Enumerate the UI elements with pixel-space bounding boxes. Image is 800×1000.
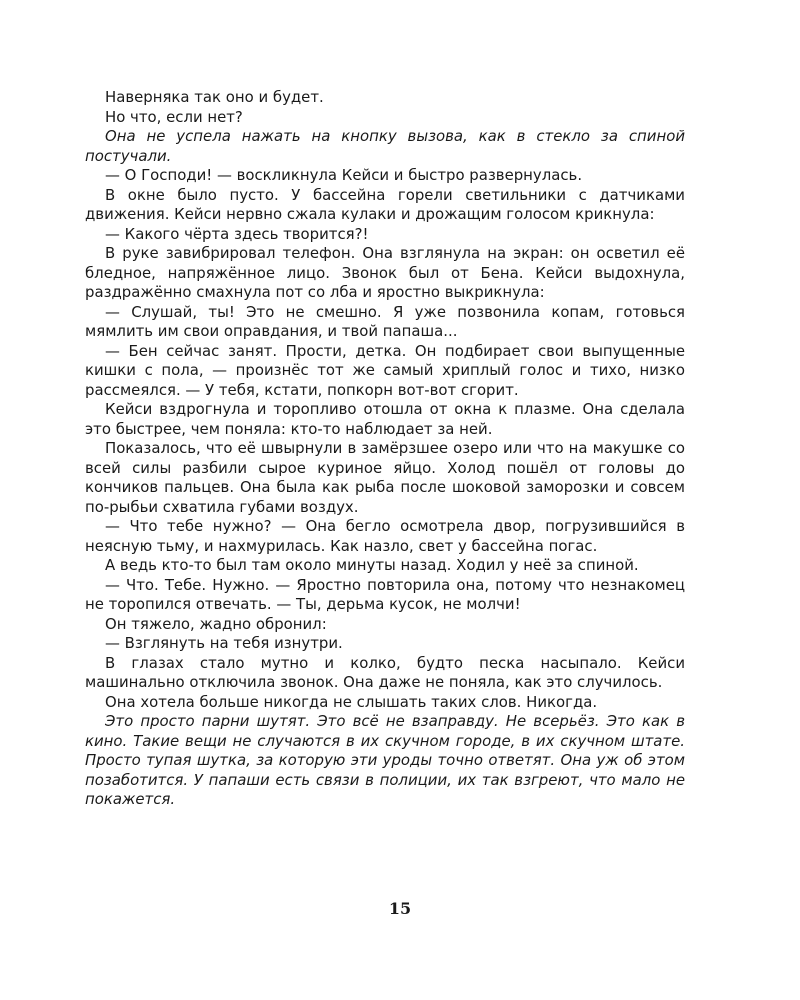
paragraph: Но что, если нет?: [105, 107, 243, 126]
paragraph: А ведь кто-то был там около минуты назад. Ходил у неё за спиной.: [105, 556, 639, 574]
paragraph: Он тяжело, жадно обронил:: [105, 614, 327, 633]
paragraph-italic: Это просто парни шутят. Это всё не взаправду. Не всерьёз. Это как в кино. Такие вещи не случаются в их скучном городе, в их скучном штате. Просто тупая шутка, за которую эти уроды точно ответят. Она уж об этом позаботится. У папаши есть связи в полиции, их так взгреют, что мало не покажется.: [85, 712, 685, 808]
paragraph: — Слушай, ты! Это не смешно. Я уже позвонила копам, готовься мямлить им свои оправдания, и твой папаша...: [85, 302, 685, 340]
paragraph: Кейси вздрогнула и торопливо отошла от окна к плазме. Она сделала это быстрее, чем поняла: кто-то наблюдает за ней.: [85, 400, 685, 438]
paragraph: — Бен сейчас занят. Прости, детка. Он подбирает свои выпущенные кишки с пола, — произнёс тот же самый хриплый голос и тихо, низко рассмеялся. — У тебя, кстати, попкорн вот-вот сгорит.: [85, 341, 685, 399]
paragraph: — Что тебе нужно? — Она бегло осмотрела двор, погрузившийся в неясную тьму, и нахмурилась. Как назло, свет у бассейна погас.: [85, 517, 685, 555]
paragraph-italic: Она не успела нажать на кнопку вызова, как в стекло за спиной постучали.: [85, 127, 685, 165]
paragraph: — Взглянуть на тебя изнутри.: [105, 634, 343, 652]
text-column: [85, 88, 685, 810]
paragraph: Показалось, что её швырнули в замёрзшее озеро или что на макушке со всей силы разбили сырое куриное яйцо. Холод пошёл от головы до кончиков пальцев. Она была как рыба после шоковой заморозки и совсем по-рыбьи схватила губами воздух.: [85, 439, 685, 516]
page-body: [85, 88, 685, 810]
paragraph: В окне было пусто. У бассейна горели светильники с датчиками движения. Кейси нервно сжала кулаки и дрожащим голосом крикнула:: [85, 185, 685, 223]
paragraph: — Что. Тебе. Нужно. — Яростно повторила она, потому что незнакомец не торопился отвечать. — Ты, дерьма кусок, не молчи!: [85, 575, 685, 613]
paragraph: В глазах стало мутно и колко, будто песка насыпало. Кейси машинально отключила звонок. Она даже не поняла, как это случилось.: [85, 653, 685, 691]
paragraph: — Какого чёрта здесь творится?!: [105, 224, 369, 243]
paragraph: — О Господи! — воскликнула Кейси и быстро развернулась.: [105, 166, 583, 184]
paragraph: Она хотела больше никогда не слышать таких слов. Никогда.: [105, 692, 598, 711]
page-number: 15: [388, 899, 412, 918]
paragraph: В руке завибрировал телефон. Она взглянула на экран: он осветил её бледное, напряжённое лицо. Звонок был от Бена. Кейси выдохнула, раздражённо смахнула пот со лба и яростно выкрикнула:: [85, 244, 685, 301]
paragraph: Наверняка так оно и будет.: [105, 88, 324, 106]
